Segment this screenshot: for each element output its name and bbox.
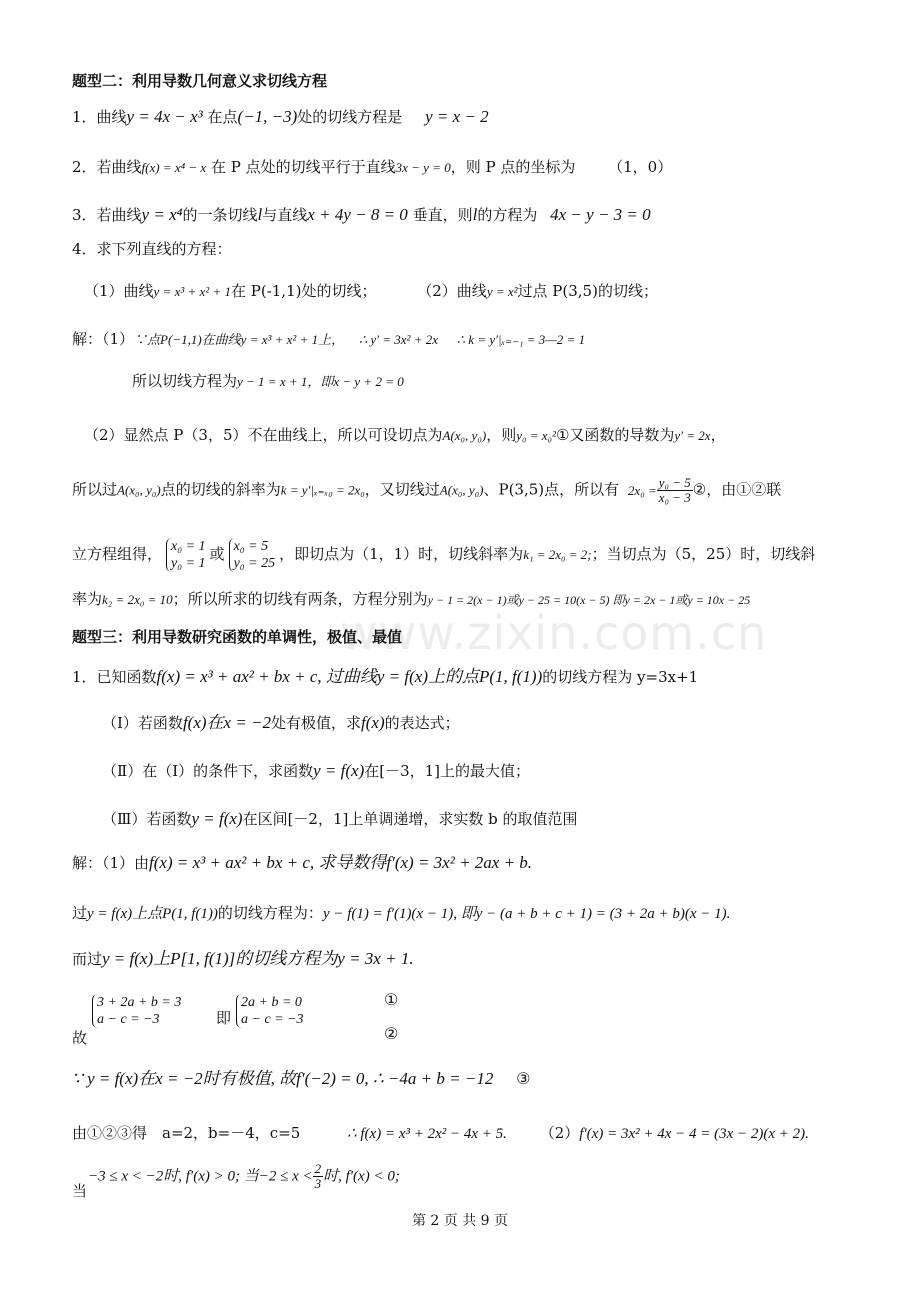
text: 所以过 — [72, 480, 118, 499]
eq: x₀ = 5 — [233, 539, 269, 554]
s3-sol6 — [72, 1122, 860, 1145]
math: y₀ = x₀² — [516, 428, 556, 443]
math: k₂ = 2x₀ = 10 — [102, 592, 173, 607]
text: （Ⅱ）在（Ⅰ）的条件下，求函数 — [102, 762, 314, 780]
s2-q3 — [72, 204, 860, 226]
equation-system — [166, 538, 206, 572]
math: ∵点P(−1,1)在曲线y = x³ + x² + 1上， — [134, 332, 345, 347]
section2-heading: 题型二：利用导数几何意义求切线方程 — [72, 72, 328, 90]
math: y − f(1) = f′(1)(x − 1), 即y − (a + b + c + 1) = (3 + 2a + b)(x − 1). — [322, 906, 731, 922]
eq: x₀ = 1 — [171, 539, 206, 554]
s2-sol1b — [132, 370, 860, 393]
eq: 3 + 2a + b = 3 — [97, 995, 182, 1010]
text: 的表达式； — [384, 714, 460, 732]
marker: ② — [384, 1024, 399, 1043]
eq: y₀ = 1 — [171, 556, 206, 571]
text: ；当切点为（5，25）时，切线斜 — [591, 545, 816, 563]
s3-sol7 — [72, 1162, 860, 1200]
math: 时, f′(x) < 0; — [323, 1168, 400, 1185]
text: ②，由①②联 — [692, 480, 782, 499]
numerator: y₀ − 5 — [658, 475, 691, 490]
text: 的方程为 — [477, 206, 538, 224]
math: y′ = 2x — [674, 428, 711, 443]
math: y = f(x) — [191, 809, 243, 828]
text: 解：（1） — [72, 330, 135, 348]
math: f′(x) = 3x² + 4x − 4 = (3x − 2)(x + 2). — [579, 1126, 809, 1142]
math: −3 ≤ x < −2时, f′(x) > 0; 当−2 ≤ x < — [88, 1168, 313, 1185]
s2-q4-sub — [84, 280, 860, 303]
s3-sol2 — [72, 902, 860, 925]
text: 由①②③得 a=2，b=－4，c=5 — [72, 1124, 301, 1142]
text: 过点 P(3,5)的切线； — [517, 282, 658, 300]
s2-sol2a — [84, 424, 860, 447]
section3-heading: 题型三：利用导数研究函数的单调性，极值、最值 — [72, 628, 403, 646]
s3-part-i — [102, 712, 860, 734]
text: 2．若曲线 — [72, 158, 142, 176]
math-line — [88, 1162, 400, 1191]
text: 在 P(-1,1)处的切线； — [230, 282, 377, 300]
text: 即 — [216, 1009, 232, 1027]
s3-part-ii — [102, 760, 860, 782]
equation-system — [236, 994, 304, 1028]
text: ①又函数的导数为 — [555, 426, 675, 444]
math: ∴ y′ = 3x² + 2x — [358, 332, 438, 347]
text: 当 — [72, 1182, 88, 1200]
math: y = f(x) — [313, 761, 365, 780]
s2-sol2c — [72, 538, 860, 572]
text: 立方程组得， — [72, 545, 163, 563]
text: 在区间[－2，1]上单调递增，求实数 b 的取值范围 — [242, 810, 578, 828]
math: k = y′|ₓ₌ₓ₀ = 2x₀ — [280, 482, 365, 498]
marker: ③ — [516, 1069, 531, 1088]
text: （Ⅲ）若函数 — [102, 810, 192, 828]
math: ∴ k = y′|ₓ₌₋₁ = 3—2 = 1 — [456, 332, 586, 347]
text: 在 P 点处的切线平行于直线 — [210, 158, 396, 176]
text: 在点 — [207, 108, 238, 126]
numerator: 2 — [314, 1161, 322, 1176]
text: （1）曲线 — [84, 282, 154, 300]
answer: （1，0） — [608, 158, 673, 176]
text: （2）曲线 — [417, 282, 487, 300]
denominator: x₀ − 3 — [658, 490, 691, 505]
fraction — [313, 1162, 324, 1191]
equation-system — [229, 538, 276, 572]
text: 故 — [72, 1029, 88, 1047]
text: 在[－3，1]上的最大值； — [364, 762, 531, 780]
text: 3．若曲线 — [72, 206, 142, 224]
eq: a − c = −3 — [97, 1012, 160, 1027]
s2-sol1a — [72, 328, 860, 351]
eq: 2a + b = 0 — [241, 995, 302, 1010]
text: （Ⅰ）若函数 — [102, 714, 183, 732]
math: y = f(x)上P[1, f(1)]的切线方程为y = 3x + 1. — [102, 949, 414, 968]
math: y = x² — [486, 284, 518, 299]
answer: y = x − 2 — [425, 107, 489, 126]
math: y = 4x − x³ — [126, 107, 203, 126]
s3-q1 — [72, 666, 860, 688]
math: (−1, −3) — [237, 107, 298, 126]
text: ；所以所求的切线有两条，方程分别为 — [172, 590, 428, 608]
text: ，则 — [486, 426, 517, 444]
text: 的切线方程为： — [217, 904, 323, 922]
s2-sol2d — [72, 588, 860, 611]
math: l — [257, 205, 263, 224]
math: 3x − y = 0 — [395, 160, 451, 175]
watermark: www.zixin.com.cn — [340, 606, 768, 660]
text: （2） — [539, 1124, 580, 1142]
denominator: 3 — [314, 1176, 322, 1191]
s3-sol3 — [72, 948, 860, 970]
text: 的一条切线 — [182, 206, 258, 224]
math: f(x) = x³ + ax² + bx + c, 求导数得f′(x) = 3x² + 2ax + b. — [149, 853, 533, 872]
text: 解：（1）由 — [72, 854, 150, 872]
text: 与直线 — [262, 206, 308, 224]
math: ∴ f(x) = x³ + 2x² − 4x + 5. — [347, 1126, 507, 1142]
page-footer: 第 2 页 共 9 页 — [411, 1213, 509, 1229]
math: k₁ = 2x₀ = 2; — [523, 547, 592, 562]
math: A(x₀, y₀) — [117, 482, 161, 498]
text: 点的切线的斜率为 — [160, 480, 281, 499]
text: （2）显然点 P（3，5）不在曲线上，所以可设切点为 — [84, 426, 443, 444]
text: 而过 — [72, 950, 103, 968]
math: 2x₀ = — [627, 482, 657, 498]
text: ，即切点为（1，1）时，切线斜率为 — [279, 545, 524, 563]
math: A(x₀, y₀) — [439, 482, 484, 498]
text: 所以切线方程为 — [132, 372, 238, 390]
s2-q4: 4．求下列直线的方程： — [72, 240, 232, 258]
math: f(x) — [361, 713, 385, 732]
math: x + 4y − 8 = 0 — [307, 205, 408, 224]
text: 或 — [209, 545, 225, 563]
text: 垂直，则 — [412, 206, 473, 224]
math: f(x) = x⁴ − x — [141, 160, 207, 175]
s3-part-iii — [102, 808, 860, 830]
s3-sol5 — [72, 1068, 860, 1090]
text: 处有极值，求 — [271, 714, 362, 732]
text: 1．曲线 — [72, 108, 127, 126]
text: 1．已知函数 — [72, 668, 157, 686]
text: 处的切线方程是 — [297, 108, 403, 126]
math: f(x) = x³ + ax² + bx + c, 过曲线y = f(x)上的点P(1, f(1)) — [156, 667, 543, 686]
s2-q2 — [72, 156, 860, 179]
s2-sol2b — [72, 476, 860, 505]
answer: 4x − y − 3 = 0 — [550, 205, 651, 224]
eq: y₀ = 25 — [233, 556, 276, 571]
text: ，则 P 点的坐标为 — [450, 158, 576, 176]
math: A(x₀, y₀) — [442, 428, 487, 443]
text: ，又切线过 — [364, 480, 440, 499]
text: 率为 — [72, 590, 103, 608]
math: y − 1 = x + 1，即x − y + 2 = 0 — [237, 374, 404, 389]
text: 、P(3,5)点，所以有 — [483, 480, 620, 499]
s3-sol1 — [72, 852, 860, 874]
math: ∵ y = f(x)在x = −2时有极值, 故f′(−2) = 0, ∴ −4a + b = −12 — [72, 1069, 494, 1088]
math: l — [472, 205, 478, 224]
equation-system — [92, 994, 181, 1028]
fraction — [657, 476, 693, 505]
text: 的切线方程为 y=3x+1 — [542, 668, 699, 686]
math: y = x⁴ — [141, 205, 183, 224]
text: 过 — [72, 904, 88, 922]
s2-q1 — [72, 106, 860, 128]
math: y − 1 = 2(x − 1)或y − 25 = 10(x − 5) 即y = 2x − 1或y = 10x − 25 — [427, 593, 751, 607]
text: ， — [710, 426, 726, 444]
math: y = x³ + x² + 1 — [153, 284, 231, 299]
marker: ① — [384, 990, 399, 1009]
math: y = f(x)上点P(1, f(1)) — [87, 906, 218, 922]
eq: a − c = −3 — [241, 1012, 304, 1027]
math: f(x)在x = −2 — [182, 713, 272, 732]
